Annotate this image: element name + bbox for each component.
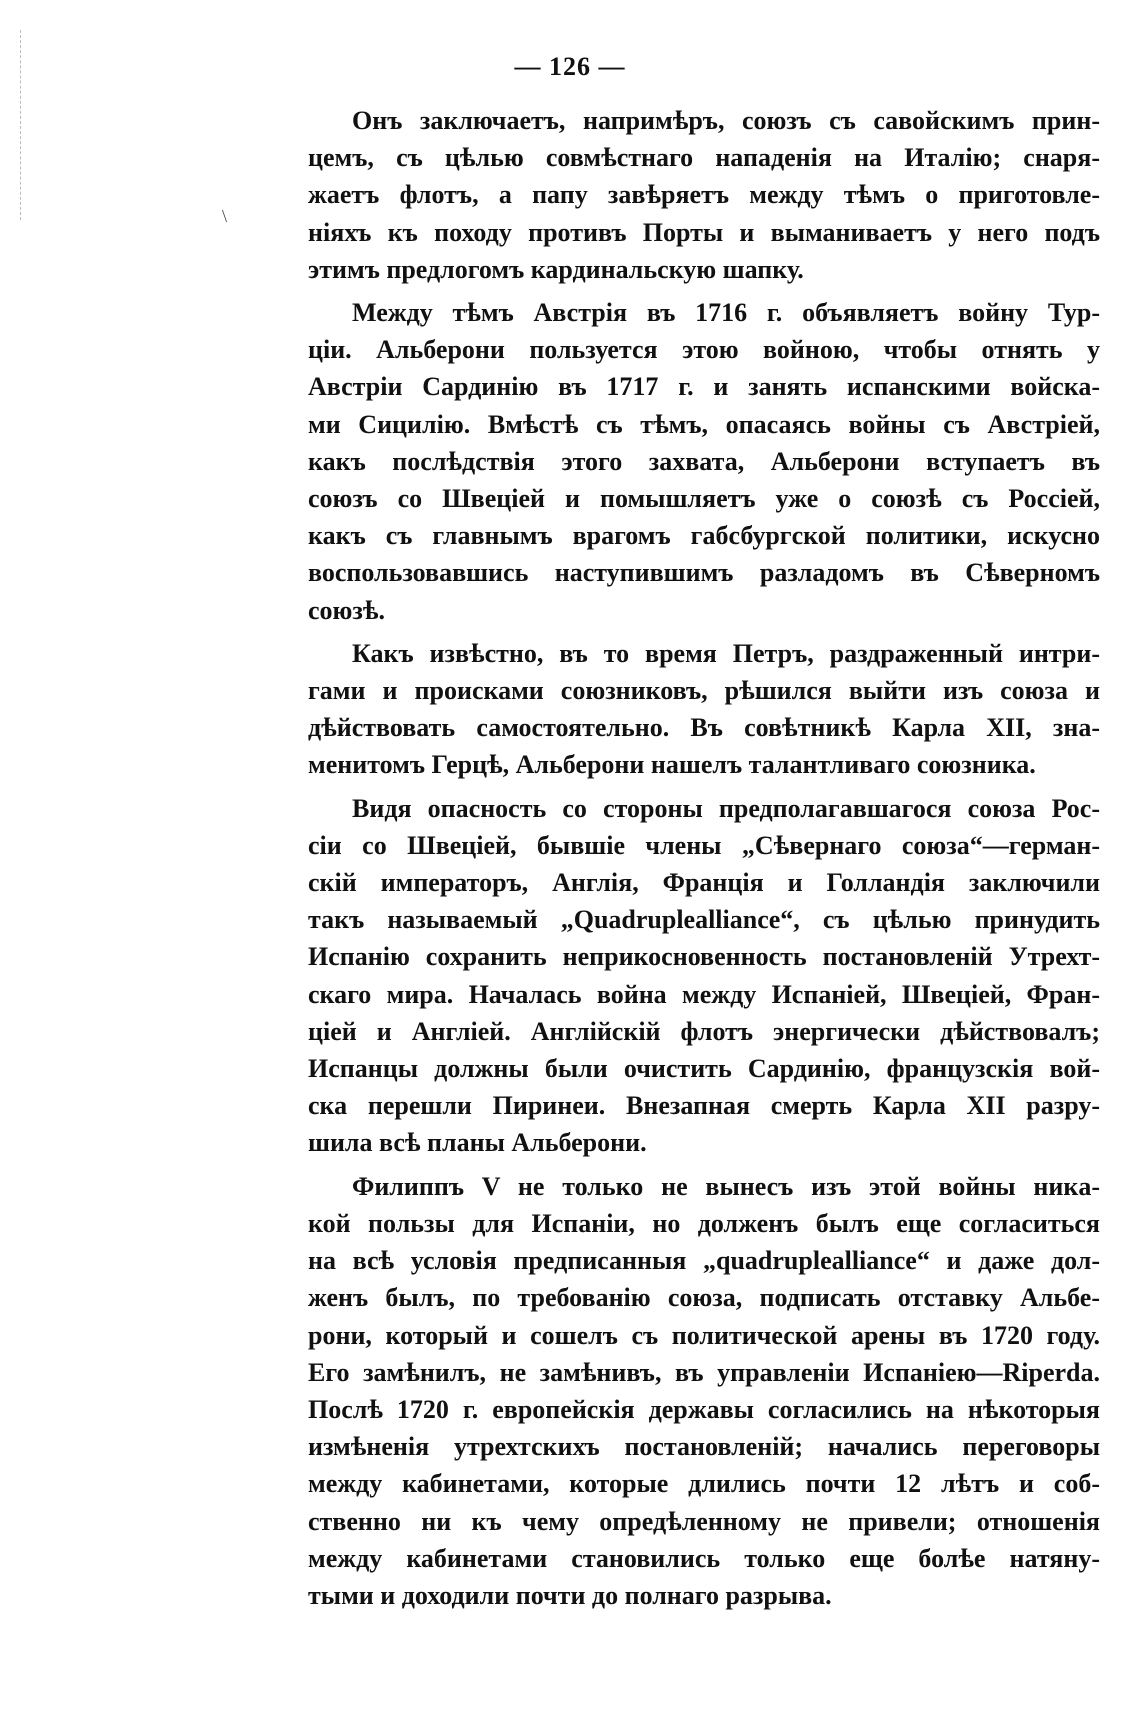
paragraph bbox=[308, 102, 1100, 288]
text-line: Испанію сохранить неприкосновенность постановленій Утрехт- bbox=[308, 942, 1100, 972]
paragraph bbox=[308, 635, 1100, 784]
text-line: менитомъ Герцѣ, Альберони нашелъ талантливаго союзника. bbox=[308, 750, 1036, 780]
paragraph bbox=[308, 294, 1100, 629]
text-line: кой пользы для Испаніи, но долженъ былъ еще согласиться bbox=[308, 1208, 1100, 1238]
text-line: тыми и доходили почти до полнаго разрыва. bbox=[308, 1580, 832, 1610]
text-line: этимъ предлогомъ кардинальскую шапку. bbox=[308, 254, 804, 284]
text-line: Онъ заключаетъ, напримѣръ, союзъ съ савойскимъ прин- bbox=[352, 106, 1100, 135]
text-line: какъ съ главнымъ врагомъ габсбургской политики, искусно bbox=[308, 521, 1100, 551]
text-line: ственно ни къ чему опредѣленному не привели; отношенія bbox=[308, 1506, 1100, 1536]
text-line: рони, который и сошелъ съ политической арены въ 1720 году. bbox=[308, 1320, 1100, 1350]
text-line: сіи со Швеціей, бывшіе члены „Сѣвернаго союза“—герман- bbox=[308, 830, 1100, 860]
text-line: шила всѣ планы Альберони. bbox=[308, 1128, 647, 1158]
text-line: Филиппъ V не только не вынесъ изъ этой войны никa- bbox=[352, 1171, 1100, 1201]
text-line: жаетъ флотъ, а папу завѣряетъ между тѣмъ о приготовле- bbox=[308, 180, 1100, 210]
text-line: Между тѣмъ Австрія въ 1716 г. объявляетъ войну Тур- bbox=[352, 298, 1100, 328]
page-number: — 126 — bbox=[514, 52, 626, 81]
text-line: союзъ со Швеціей и помышляетъ уже о союзѣ съ Россіей, bbox=[308, 484, 1100, 514]
text-line: Испанцы должны были очистить Сардинію, французскія вой- bbox=[308, 1054, 1100, 1084]
text-line: Австріи Сардинію въ 1717 г. и занять испанскими войска- bbox=[308, 372, 1100, 402]
text-line: между кабинетами становились только еще болѣе натяну- bbox=[308, 1543, 1100, 1573]
text-line: цемъ, съ цѣлью совмѣстнаго нападенія на Италію; снаря- bbox=[308, 143, 1100, 173]
text-line: какъ послѣдствія этого захвата, Альберони вступаетъ въ bbox=[308, 446, 1100, 476]
text-line: скаго мира. Началась война между Испаніей, Швеціей, Фран- bbox=[308, 979, 1100, 1009]
text-line: ціей и Англіей. Англійскій флотъ энергически дѣйствовалъ; bbox=[308, 1016, 1100, 1046]
text-line: Его замѣнилъ, не замѣнивъ, въ управленіи Испаніею—Riperda. bbox=[308, 1357, 1100, 1387]
text-line: Какъ извѣстно, въ то время Петръ, раздраженный интри- bbox=[352, 638, 1100, 668]
text-line: измѣненія утрехтскихъ постановленій; начались переговоры bbox=[308, 1432, 1100, 1462]
text-line: воспользовавшись наступившимъ разладомъ въ Сѣверномъ bbox=[308, 558, 1100, 588]
text-line: Видя опасность со стороны предполагавшагося союза Рос- bbox=[352, 793, 1100, 823]
paragraph bbox=[308, 1168, 1100, 1614]
text-line: ска перешли Пиринеи. Внезапная смерть Карла XII разру- bbox=[308, 1091, 1100, 1121]
text-line: Послѣ 1720 г. европейскія державы согласились на нѣкоторыя bbox=[308, 1394, 1100, 1424]
text-line: скій императоръ, Англія, Франція и Голландія заключили bbox=[308, 868, 1100, 898]
text-line: ніяхъ къ походу противъ Порты и выманиваетъ у него подъ bbox=[308, 217, 1100, 247]
text-body bbox=[308, 102, 1100, 1614]
text-line: такъ называемый „Quadruplealliance“, съ цѣлью принудить bbox=[308, 905, 1100, 935]
text-line: дѣйствовать самостоятельно. Въ совѣтникѣ Карла XII, зна- bbox=[308, 713, 1100, 743]
text-line: ціи. Альберони пользуется этою войною, чтобы отнять у bbox=[308, 335, 1100, 365]
text-line: гами и происками союзниковъ, рѣшился выйти изъ союза и bbox=[308, 676, 1100, 706]
margin-tick: \ bbox=[222, 206, 228, 226]
text-line: на всѣ условія предписанныя „quadruplealliance“ и даже дол- bbox=[308, 1246, 1100, 1276]
paragraph bbox=[308, 790, 1100, 1162]
text-line: между кабинетами, которые длились почти 12 лѣтъ и соб- bbox=[308, 1469, 1100, 1499]
text-line: женъ былъ, по требованію союза, подписать отставку Альбе- bbox=[308, 1283, 1100, 1313]
text-line: союзѣ. bbox=[308, 595, 385, 625]
text-line: ми Сицилію. Вмѣстѣ съ тѣмъ, опасаясь войны съ Австріей, bbox=[308, 409, 1100, 439]
